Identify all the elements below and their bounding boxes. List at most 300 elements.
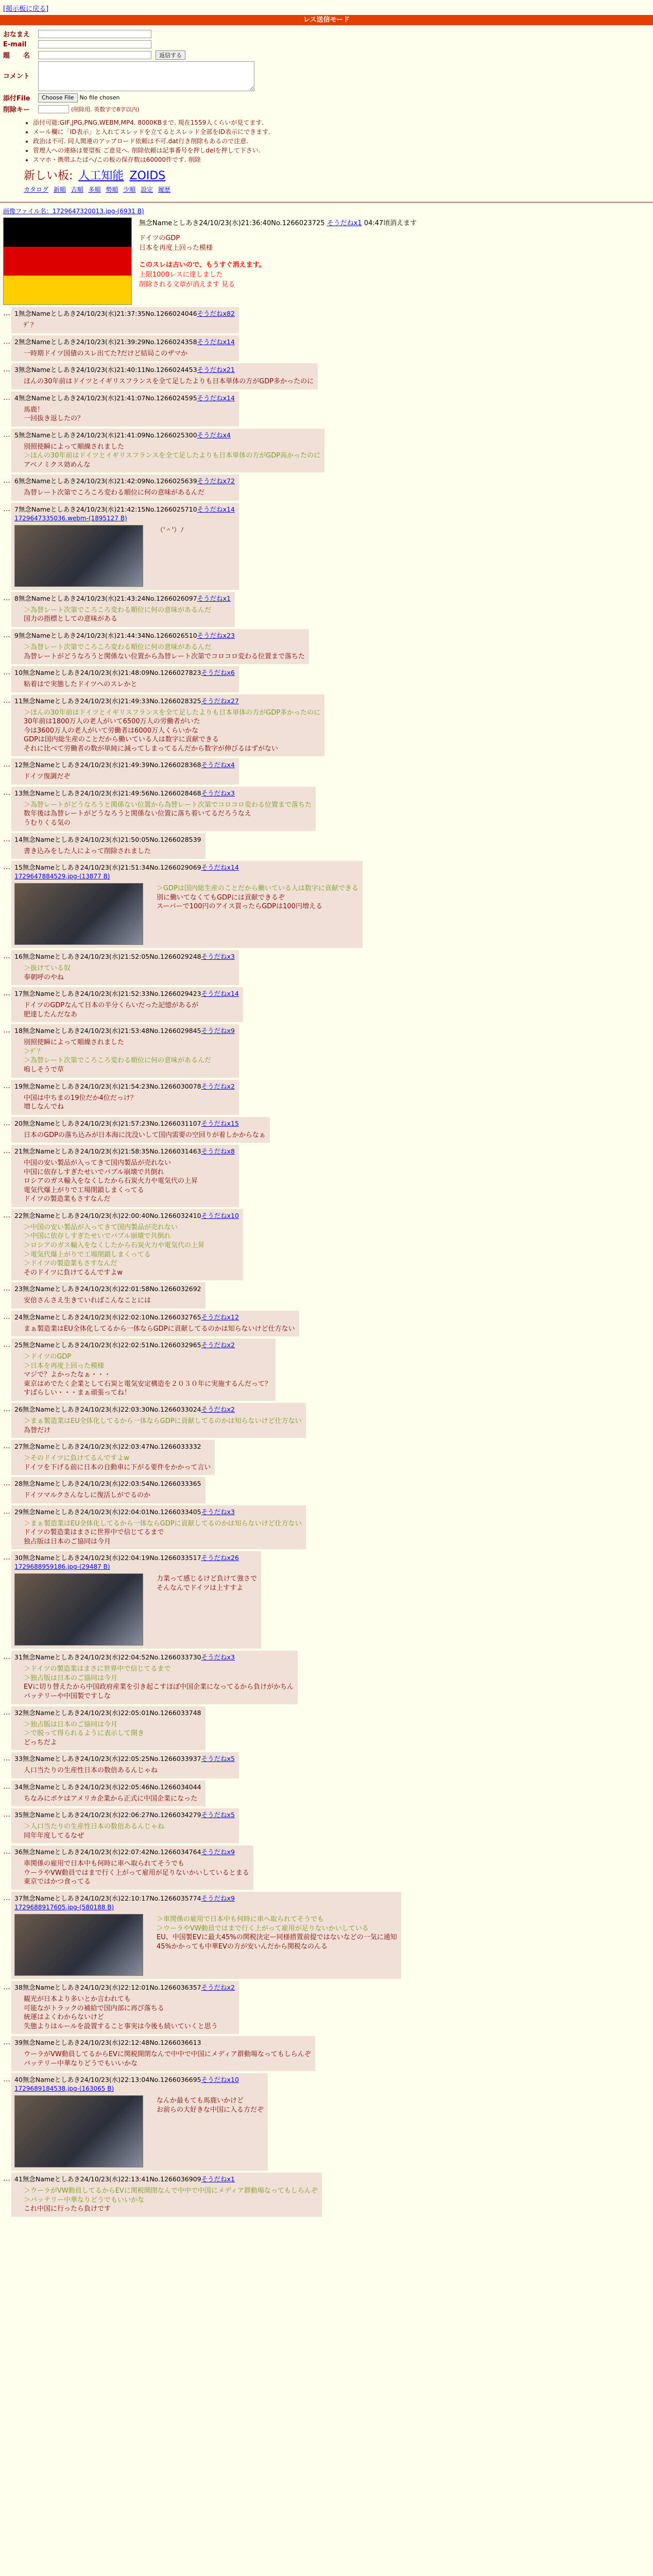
reply-number: 20 xyxy=(14,1119,23,1127)
reply-number: 33 xyxy=(14,1755,23,1763)
reply-text-line: ちなみにポケはアメリカ企業から正式に中国企業になった xyxy=(24,1794,198,1803)
reply-header xyxy=(14,788,312,798)
reply-indent-marker: … xyxy=(3,1284,10,1293)
reply-header xyxy=(14,309,235,318)
reply-meta: 無念Nameとしあき24/10/23(水)21:49:33No.1266028325 xyxy=(22,697,201,705)
reply-post xyxy=(3,1706,653,1751)
reply-meta: 無念Nameとしあき24/10/23(水)22:02:10No.1266032765 xyxy=(22,1313,201,1321)
reply-text-line: 奉朝呼のやね xyxy=(24,973,64,981)
reply-quote-line: ＞中国に依存しすぎたせいでバブル崩壊で共倒れ xyxy=(24,1232,171,1241)
reply-text-line: ドイツの製造業はまさに世界中で信じてるまで xyxy=(24,1529,164,1537)
reply-quote-line: ＞中国の安い製品が入ってきて国内製品が売れない xyxy=(24,1223,178,1231)
reply-indent-marker: … xyxy=(3,788,10,797)
sodane-button[interactable]: そうだねx9 xyxy=(201,1027,235,1035)
reply-post xyxy=(3,1551,653,1649)
reply-number: 23 xyxy=(14,1285,23,1293)
reply-list xyxy=(0,307,653,2217)
reply-indent-marker: … xyxy=(3,631,10,640)
reply-meta: 無念Nameとしあき24/10/23(水)21:58:35No.1266031463 xyxy=(22,1147,201,1156)
reply-box xyxy=(11,335,239,362)
reply-post xyxy=(3,629,653,664)
reply-indent-marker: … xyxy=(3,1848,10,1856)
reply-meta: 無念Nameとしあき24/10/23(水)21:52:05No.1266029248 xyxy=(22,953,201,961)
reply-file-link[interactable]: 1729688959186.jpg-(29487 B) xyxy=(14,1563,110,1571)
reply-body xyxy=(24,1995,218,2031)
sort-link[interactable]: 少順 xyxy=(123,186,136,193)
reply-text-line: 為替だけ xyxy=(24,1426,51,1434)
reply-number: 6 xyxy=(14,477,19,485)
reply-text-line: ドイツ復調だぞ xyxy=(24,773,71,781)
germany-flag-image[interactable] xyxy=(3,217,132,305)
reply-header xyxy=(14,430,320,439)
reply-header xyxy=(14,696,320,705)
reply-header xyxy=(14,594,231,603)
reply-text-line: 30年前は1800万人の老人がいて6500万人の労働者がいた xyxy=(24,718,200,726)
sodane-button[interactable]: そうだねx9 xyxy=(201,1848,235,1856)
reply-post xyxy=(3,592,653,627)
reply-text-line: 別に働いてなくてもGDPには貢献できるぞ xyxy=(157,893,285,902)
reply-header xyxy=(14,1982,235,1992)
reply-header xyxy=(14,1479,201,1488)
reply-number: 12 xyxy=(14,761,23,769)
reply-box xyxy=(11,1403,306,1438)
reply-box xyxy=(11,833,205,859)
reply-number: 8 xyxy=(14,594,19,602)
reply-text-line: 嗚しそうで草 xyxy=(24,1065,64,1074)
reply-body xyxy=(24,1325,295,1334)
rule-item: • 管理人への連絡は要望板 ご意見へ. 削除依頼は記事番号を押しdelを押して下さい. xyxy=(33,146,650,155)
reply-text-line: なんか最もても馬鹿いかけど xyxy=(157,2097,244,2105)
reply-body xyxy=(157,1915,397,1976)
reply-body xyxy=(24,643,305,661)
reply-box xyxy=(11,861,363,948)
reply-text-line: 東京ではかつ食ってる xyxy=(24,1878,91,1886)
reply-number: 37 xyxy=(14,1894,23,1903)
sodane-button[interactable]: そうだねx72 xyxy=(197,477,235,485)
history-link[interactable]: 履歴 xyxy=(158,186,170,193)
reply-header xyxy=(14,1404,302,1414)
reply-indent-marker: … xyxy=(3,504,10,513)
reply-meta: 無念Nameとしあき24/10/23(水)22:00:40No.1266032410 xyxy=(22,1211,201,1219)
reply-indent-marker: … xyxy=(3,2038,10,2047)
settings-link[interactable]: 設定 xyxy=(141,186,153,193)
reply-indent-marker: … xyxy=(3,1147,10,1156)
reply-number: 14 xyxy=(14,835,23,843)
reply-quote-line: ＞ﾃﾞ？ xyxy=(24,1047,44,1056)
reply-body xyxy=(24,349,187,359)
limit-warning: 上限1000レスに達しました xyxy=(139,271,223,279)
reply-body xyxy=(24,1794,197,1804)
reply-indent-marker: … xyxy=(3,1983,10,1992)
sodane-button[interactable]: そうだねx6 xyxy=(201,669,235,677)
reply-number: 41 xyxy=(14,2175,23,2183)
sodane-button[interactable]: そうだねx10 xyxy=(201,1211,239,1219)
reply-text-line: ﾃﾞ？ xyxy=(24,321,38,329)
sodane-button[interactable]: そうだねx4 xyxy=(201,761,235,769)
reply-text-line: ほんの30年前はドイツとイギリスフランスを全て足したよりも日本単体の方がGDP多かったのに xyxy=(24,378,314,386)
reply-text-line: ウーラやVW動員ではまで行く上がって雇用が足りないかいしているとまる xyxy=(24,1869,249,1877)
reply-box xyxy=(11,1338,276,1401)
op-header xyxy=(139,217,417,227)
catalog-link[interactable]: カタログ xyxy=(24,186,49,193)
reply-quote-line: ＞為替レート次第でころころ変わる順位に何の意味があるんだ xyxy=(24,606,212,614)
reply-text-line: 失態よりはルールを設置すること事実は今後も続いていくと思う xyxy=(24,2022,218,2030)
subject-input[interactable] xyxy=(38,51,151,59)
reply-post xyxy=(3,1651,653,1704)
reply-indent-marker: … xyxy=(3,2075,10,2084)
back-to-board xyxy=(0,0,653,15)
reply-thumbnail-image[interactable] xyxy=(14,1914,143,1976)
op-line: 日本を再度上回った模様 xyxy=(139,244,213,252)
reply-body xyxy=(24,1665,294,1701)
reply-box xyxy=(11,1505,306,1550)
reply-number: 40 xyxy=(14,2076,23,2084)
reply-indent-marker: … xyxy=(3,2175,10,2183)
reply-header xyxy=(14,504,235,514)
reply-quote-line: ＞ウーラやVW動員ではまで行く上がって雇用が足りないかいしている xyxy=(157,1924,369,1933)
reply-post xyxy=(3,1808,653,1843)
reply-indent-marker: … xyxy=(3,696,10,705)
reply-quote-line: ＞ドイツの製造業もさすなんだ xyxy=(24,1260,117,1268)
reply-number: 11 xyxy=(14,697,23,705)
sort-link[interactable]: 新順 xyxy=(53,186,66,193)
board-rules xyxy=(24,118,650,164)
reply-post xyxy=(3,1024,653,1077)
reply-text-line: バッテリーや中国製ですしな xyxy=(24,1692,111,1700)
reply-indent-marker: … xyxy=(3,393,10,402)
sodane-button[interactable]: そうだねx1 xyxy=(197,594,231,602)
reply-number: 9 xyxy=(14,632,19,640)
reply-number: 1 xyxy=(14,310,19,317)
reply-post xyxy=(3,1477,653,1503)
reply-meta: 無念Nameとしあき24/10/23(水)22:01:58No.1266032692 xyxy=(22,1285,201,1293)
reply-post xyxy=(3,1892,653,1979)
reply-meta: 無念Nameとしあき24/10/23(水)22:07:42No.1266034764 xyxy=(22,1848,201,1856)
sodane-button[interactable]: そうだねx14 xyxy=(197,394,235,402)
reply-mode-bar xyxy=(0,15,653,25)
reply-header xyxy=(14,1442,211,1451)
reply-indent-marker: … xyxy=(3,1081,10,1090)
flag-stripe xyxy=(4,247,131,276)
sodane-button[interactable]: そうだねx1 xyxy=(201,2175,235,2183)
sodane-button[interactable]: そうだねx10 xyxy=(201,2076,239,2084)
sodane-button[interactable]: そうだねx21 xyxy=(197,366,235,374)
sodane-button[interactable]: そうだねx82 xyxy=(197,310,235,317)
reply-meta: 無念Nameとしあき24/10/23(水)22:04:01No.1266033405 xyxy=(22,1507,201,1516)
op-file-link[interactable]: 画像ファイル名：1729647320013.jpg-(6931 B) xyxy=(3,208,144,215)
reply-quote-line: ＞電気代爆上がりで工場閉鎖しまくってる xyxy=(24,1250,151,1259)
reply-indent-marker: … xyxy=(3,1754,10,1763)
reply-body xyxy=(24,1519,302,1547)
sodane-button[interactable]: そうだねx27 xyxy=(201,697,239,705)
sodane-button[interactable]: そうだねx2 xyxy=(201,1082,235,1090)
sort-link[interactable]: 多順 xyxy=(88,186,101,193)
reply-file-info xyxy=(14,873,358,880)
reply-header xyxy=(14,476,235,485)
reply-text-line: スーパーで100円のアイス買ったらGDPは100円増える xyxy=(157,903,322,911)
reply-number: 26 xyxy=(14,1405,23,1413)
reply-text-line: EVに切り替えたから中国政府産業を引き起こすほぼ中国企業になってるから負けがかちん xyxy=(24,1683,294,1691)
reply-box xyxy=(11,1892,401,1979)
sodane-button[interactable]: そうだねx3 xyxy=(201,1507,235,1516)
reply-quote-line: ＞抜けている奴 xyxy=(24,964,71,973)
reply-number: 38 xyxy=(14,1984,23,1992)
reply-box xyxy=(11,1651,298,1704)
back-to-board-link[interactable]: [掲示板に戻る] xyxy=(3,5,49,13)
reply-indent-marker: … xyxy=(3,594,10,602)
reply-indent-marker: … xyxy=(3,1341,10,1349)
reply-text-line: お前らの大好きな中国に入る方だぞ xyxy=(157,2106,264,2114)
reply-body xyxy=(24,377,314,386)
reply-indent-marker: … xyxy=(3,1118,10,1127)
reply-header xyxy=(14,1312,295,1321)
reply-box xyxy=(11,363,318,389)
reply-text-line: そんなんでドイツは上すすよ xyxy=(157,1584,244,1592)
reply-box xyxy=(11,1117,270,1143)
reply-thumbnail-image[interactable] xyxy=(14,883,143,945)
reply-box xyxy=(11,307,239,333)
reply-body xyxy=(24,1720,144,1748)
reply-text-line: うむりくる気の xyxy=(24,819,71,827)
reply-meta: 無念Nameとしあき24/10/23(水)22:10:17No.1266035774 xyxy=(22,1894,201,1903)
reply-header xyxy=(14,1507,302,1516)
reply-text-line: 中国は中ちまの19位だか4位だっけ？ xyxy=(24,1094,137,1102)
reply-thumbnail-image[interactable] xyxy=(14,525,143,587)
reply-post xyxy=(3,833,653,859)
reply-post xyxy=(3,1209,653,1280)
reply-box xyxy=(11,1845,253,1890)
reply-number: 15 xyxy=(14,863,23,872)
comment-textarea[interactable] xyxy=(38,61,254,91)
reply-body xyxy=(24,964,71,982)
reply-meta: 無念Nameとしあき24/10/23(水)21:40:11No.1266024453 xyxy=(18,366,197,374)
reply-indent-marker: … xyxy=(3,1507,10,1516)
reply-quote-line: ＞まぁ製造業はEU全体化してるから一体ならGDPに貢献してるのかは知らないけど仕方ない xyxy=(24,1417,302,1425)
reply-quote-line: ＞そのドイツに負けてるんですよw xyxy=(24,1454,129,1463)
reply-number: 16 xyxy=(14,953,23,961)
reply-post xyxy=(3,1845,653,1890)
reply-header xyxy=(14,1782,201,1791)
reply-post xyxy=(3,1781,653,1807)
reply-text-line: それに比べて労働者の数が単純に減ってしまってるんだから数字が伸びるはずがない xyxy=(24,744,279,753)
sodane-button[interactable]: そうだねx26 xyxy=(201,1554,239,1562)
reply-body xyxy=(24,1131,266,1140)
reply-post xyxy=(3,1080,653,1115)
sodane-button[interactable]: そうだねx8 xyxy=(201,1147,235,1156)
reply-quote-line: ＞GDPは国内総生産のことだから働いている人は数字に貢献できる xyxy=(157,885,358,893)
sodane-button[interactable]: そうだねx14 xyxy=(197,505,235,513)
sort-link[interactable]: 勢順 xyxy=(106,186,118,193)
reply-post xyxy=(3,861,653,948)
email-input[interactable] xyxy=(38,40,151,48)
password-input[interactable] xyxy=(38,105,69,113)
new-board-link[interactable]: 人工知能 xyxy=(78,170,124,182)
reply-text-line: マジで？よかったなぁ・・・ xyxy=(24,1371,111,1379)
op-line: ドイツのGDP xyxy=(139,234,180,242)
reply-box xyxy=(11,592,235,627)
name-label: おなまえ xyxy=(3,31,30,39)
reply-header xyxy=(14,1340,271,1349)
reply-indent-marker: … xyxy=(3,1553,10,1562)
reply-body xyxy=(24,1859,249,1887)
reply-post xyxy=(3,950,653,985)
reply-text-line: 観光が日本より多いとか言われても xyxy=(24,1995,131,2004)
reply-text-line: アベノミクス効めんな xyxy=(24,461,91,469)
reply-indent-marker: … xyxy=(3,1479,10,1488)
reply-box xyxy=(11,1551,261,1649)
reply-text-line: 肥達したんだなあ xyxy=(24,1010,78,1019)
reply-indent-marker: … xyxy=(3,1894,10,1903)
reply-quote-line: ＞独占版は日本のご協同は今月 xyxy=(24,1720,118,1728)
reply-text-line: 書き込みをした人によって削除されました xyxy=(24,847,151,855)
reply-header xyxy=(14,1810,235,1819)
reply-box xyxy=(11,1752,239,1778)
reply-number: 34 xyxy=(14,1783,23,1791)
reply-text-line: 中国の安い製品が入ってきて国内製品が売れない xyxy=(24,1159,171,1167)
reply-box xyxy=(11,1145,239,1207)
reply-number: 30 xyxy=(14,1554,23,1562)
reply-meta: 無念Nameとしあき24/10/23(水)22:03:30No.1266033024 xyxy=(22,1405,201,1413)
reply-file-link[interactable]: 1729689184538.jpg-(163065 B) xyxy=(14,2085,114,2093)
reply-text-line: 中国に依存しすぎたせいでバブル崩壊で共倒れ xyxy=(24,1168,164,1176)
sodane-button[interactable]: そうだねx14 xyxy=(197,337,235,346)
reply-meta: 無念Nameとしあき24/10/23(水)22:12:48No.1266036613 xyxy=(22,2039,201,2047)
op-meta: 無念Nameとしあき24/10/23(水)21:36:40No.1266023725 xyxy=(139,219,325,227)
sodane-button[interactable]: そうだねx5 xyxy=(201,1755,235,1763)
reply-box xyxy=(11,987,243,1022)
reply-body xyxy=(24,708,320,754)
reply-body xyxy=(24,1454,211,1472)
reply-number: 10 xyxy=(14,669,23,677)
sodane-button[interactable]: そうだねx2 xyxy=(201,1405,235,1413)
name-input[interactable] xyxy=(38,30,151,38)
reply-post xyxy=(3,363,653,389)
reply-quote-line: ＞ほんの30年前はドイツとイギリスフランスを全て足したよりも日本単体の方がGDP高かったのに xyxy=(24,452,321,460)
reply-body xyxy=(24,2050,311,2068)
reply-post xyxy=(3,474,653,501)
reply-quote-line: ＞為替レート次第でころころ変わる順位に何の意味があるんだ xyxy=(24,643,212,652)
reply-box xyxy=(11,503,239,590)
sodane-button[interactable]: そうだねx3 xyxy=(201,953,235,961)
reply-number: 25 xyxy=(14,1341,23,1349)
reply-thumbnail-image[interactable] xyxy=(14,1573,143,1646)
sodane-button[interactable]: そうだねx2 xyxy=(201,1984,235,1992)
reply-indent-marker: … xyxy=(3,430,10,439)
reply-box xyxy=(11,694,324,757)
reply-text-line: GDPは国内総生産のことだから働いている人は数字に貢献できる xyxy=(24,736,219,744)
reply-body xyxy=(24,1296,151,1306)
reply-text-line: 可能ながトラックの補給で国内部に再び落ちる xyxy=(24,2004,164,2012)
reply-thumbnail-image[interactable] xyxy=(14,2095,143,2167)
reply-meta: 無念Nameとしあき24/10/23(水)21:43:24No.1266026097 xyxy=(18,594,197,602)
reply-quote-line: ＞で脱って得られるように表示して開き xyxy=(24,1730,145,1738)
comment-label: コメント xyxy=(3,73,30,80)
reply-text-line: 別照使瞬によって順繰されました xyxy=(24,443,125,451)
reply-text-line: 電気代爆上がりで工場閉鎖しまくってる xyxy=(24,1186,144,1194)
rule-item: • スマホ・携帯ふたばへ/この板の保存数は60000件です. 削除 xyxy=(33,155,650,164)
reply-body xyxy=(24,321,37,330)
reply-box xyxy=(11,666,239,692)
reply-header xyxy=(14,2038,311,2047)
sodane-button[interactable]: そうだねx2 xyxy=(201,1341,235,1349)
reply-number: 19 xyxy=(14,1082,23,1090)
reply-number: 21 xyxy=(14,1147,23,1156)
sodane-button[interactable]: そうだねx4 xyxy=(197,431,231,439)
reply-indent-marker: … xyxy=(3,952,10,961)
reply-indent-marker: … xyxy=(3,989,10,998)
reply-box xyxy=(11,392,239,427)
reply-number: 39 xyxy=(14,2039,23,2047)
sodane-button[interactable]: そうだねx3 xyxy=(201,1653,235,1662)
reply-header xyxy=(14,1026,235,1035)
reply-post xyxy=(3,335,653,362)
reply-post xyxy=(3,429,653,473)
reply-file-link[interactable]: 1729688917605.jpg-(580188 B) xyxy=(14,1904,114,1911)
reply-file-info xyxy=(14,1904,397,1911)
reply-meta: 無念Nameとしあき24/10/23(水)22:03:47No.1266033332 xyxy=(22,1443,201,1451)
sodane-button[interactable]: そうだねx14 xyxy=(201,990,239,998)
reply-post xyxy=(3,1145,653,1207)
reply-text-line: 為替レートがどうなろうと関係ない位置から為替レート次第でコロコロ変わる位置まで落ちた xyxy=(24,652,305,660)
flag-stripe xyxy=(4,218,131,247)
reply-number: 18 xyxy=(14,1027,23,1035)
op-post xyxy=(0,207,653,305)
reply-body xyxy=(24,1094,137,1112)
sodane-button[interactable]: そうだねx3 xyxy=(201,789,235,797)
reply-header xyxy=(14,760,235,769)
reply-text-line: 為替レート次第でころころ変わる順位に何の意味があるんだ xyxy=(24,489,205,497)
sodane-button[interactable]: そうだねx9 xyxy=(201,1894,235,1903)
sodane-button[interactable]: そうだねx15 xyxy=(201,1119,239,1127)
new-boards-label: 新しい板: xyxy=(24,170,73,182)
reply-body xyxy=(157,526,184,587)
reply-indent-marker: … xyxy=(3,1211,10,1219)
reply-text-line: すばらしい・・・まぁ頑張ってね！ xyxy=(24,1389,131,1397)
reply-post xyxy=(3,1338,653,1401)
sodane-button[interactable]: そうだねx14 xyxy=(201,863,239,872)
reply-meta: 無念Nameとしあき24/10/23(水)22:06:27No.1266034279 xyxy=(22,1811,201,1819)
sodane-button[interactable]: そうだねx23 xyxy=(197,632,235,640)
reply-header xyxy=(14,668,235,677)
sodane-button[interactable]: そうだねx1 xyxy=(326,219,362,227)
reply-header xyxy=(14,1118,266,1128)
reply-body xyxy=(24,1491,150,1500)
reply-header xyxy=(14,835,201,844)
reply-post xyxy=(3,503,653,590)
reply-header xyxy=(14,1652,294,1662)
reply-text-line: ウーラがVW動員してるからEVに関税開閉なんで中中で中国にメディア群動場なってもしらんぞ xyxy=(24,2050,311,2059)
subject-label: 題 名 xyxy=(3,52,30,60)
reply-text-line: 増しなんでね xyxy=(24,1103,64,1111)
new-board-link[interactable]: ZOIDS xyxy=(129,170,166,182)
reply-header xyxy=(14,365,314,374)
reply-file-link[interactable]: 1729647884529.jpg-(13877 B) xyxy=(14,873,110,880)
reply-meta: 無念Nameとしあき24/10/23(水)22:03:54No.1266033365 xyxy=(22,1480,201,1488)
sort-link[interactable]: 古順 xyxy=(71,186,83,193)
reply-file-link[interactable]: 1729647335036.webm-(1895127 B) xyxy=(14,514,127,522)
reply-meta: 無念Nameとしあき24/10/23(水)22:13:41No.1266036909 xyxy=(22,2175,201,2183)
reply-number: 13 xyxy=(14,789,23,797)
catalog-links xyxy=(24,185,650,194)
reply-meta: 無念Nameとしあき24/10/23(水)22:13:04No.1266036695 xyxy=(22,2076,201,2084)
reply-body xyxy=(24,1223,204,1277)
sodane-button[interactable]: そうだねx5 xyxy=(201,1811,235,1819)
reply-body xyxy=(157,1574,257,1646)
sodane-button[interactable]: そうだねx12 xyxy=(201,1313,239,1321)
choose-file-button[interactable]: Choose File xyxy=(38,93,78,103)
submit-reply-button[interactable]: 返信する xyxy=(156,50,185,60)
reply-number: 27 xyxy=(14,1443,23,1451)
